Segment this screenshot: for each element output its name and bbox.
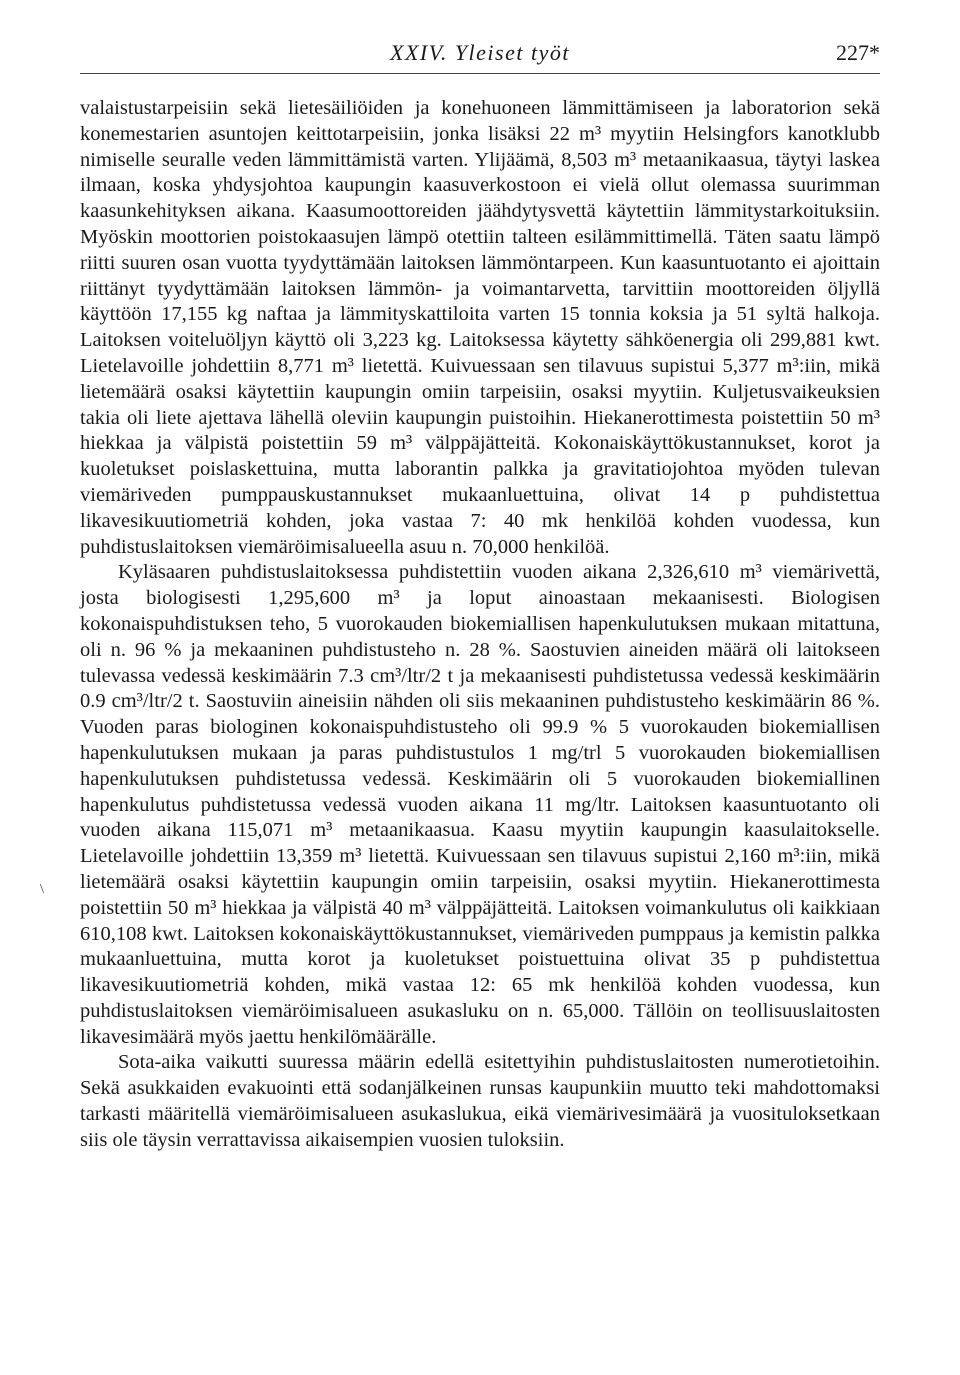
running-head bbox=[80, 40, 880, 72]
page-number: 227* bbox=[836, 40, 880, 65]
header-rule bbox=[80, 73, 880, 74]
margin-mark: \ bbox=[40, 882, 44, 897]
paragraph-3: Sota-aika vaikutti suuressa määrin edellä esitettyihin puhdistuslaitosten numerotietoihin. Sekä asukkaiden evakuointi että sodanjälkeinen runsas kaupunkiin muutto teki mahdottomaksi tarkasti määritellä viemäröimisalueen asukaslukua, eikä viemärivesimäärä ja vuosituloksetkaan siis ole täysin verrattavissa aikaisempien vuosien tuloksiin. bbox=[80, 1051, 880, 1151]
body-text bbox=[80, 96, 880, 1154]
running-title: XXIV. Yleiset työt bbox=[390, 40, 570, 65]
paragraph-1: valaistustarpeisiin sekä lietesäiliöiden ja konehuoneen lämmittämiseen ja laboratorion sekä konemestarien asuntojen keittotarpeisiin, jonka lisäksi 22 m³ myytiin Helsingfors kanotklubb nimiselle seuralle veden lämmittämistä varten. Ylijäämä, 8,503 m³ metaanikaasua, täytyi laskea ilmaan, koska yhdysjohtoa kaupungin kaasuverkostoon ei vielä ollut olemassa suurimman kaasunkehityksen aikana. Kaasumoottoreiden jäähdytysvettä käytettiin lämmitystarkoituksiin. Myöskin moottorien poistokaasujen lämpö otettiin talteen esilämmittimellä. Täten saatu lämpö riitti suuren osan vuotta tyydyttämään laitoksen lämmöntarpeen. Kun kaasuntuotanto ei ajoittain riittänyt tyydyttämään laitoksen lämmön- ja voimantarvetta, tarvittiin moottoreiden öljyllä käyttöön 17,155 kg naftaa ja lämmityskattiloita varten 15 tonnia koksia ja 51 syltä halkoja. Laitoksen voiteluöljyn käyttö oli 3,223 kg. Laitoksessa käytetty sähköenergia oli 299,881 kwt. Lietelavoille johdettiin 8,771 m³ lietettä. Kuivuessaan sen tilavuus supistui 5,377 m³:iin, mikä lietemäärä osaksi käytettiin kaupungin omiin tarpeisiin, osaksi myytiin. Kuljetusvaikeuksien takia oli liete ajettava lähellä oleviin kaupungin puistoihin. Hiekanerottimesta poistettiin 50 m³ hiekkaa ja välpistä poistettiin 59 m³ välppäjätteitä. Kokonaiskäyttökustannukset, korot ja kuoletukset poislaskettuina, mutta laborantin palkka ja gravitatiojohtoa myöden tulevan viemäriveden pumppauskustannukset mukaanluettuina, olivat 14 p puhdistettua likavesikuutiometriä kohden, joka vastaa 7: 40 mk henkilöä kohden vuodessa, kun puhdistuslaitoksen viemäröimisalueella asuu n. 70,000 henkilöä. bbox=[80, 97, 880, 558]
paragraph-2: Kyläsaaren puhdistuslaitoksessa puhdistettiin vuoden aikana 2,326,610 m³ viemärivettä, josta biologisesti 1,295,600 m³ ja loput ainoastaan mekaanisesti. Biologisen kokonaispuhdistuksen teho, 5 vuorokauden biokemiallisen hapenkulutuksen mukaan mitattuna, oli n. 96 % ja mekaaninen puhdistusteho n. 28 %. Saostuvien aineiden määrä oli laitokseen tulevassa vedessä keskimäärin 7.3 cm³/ltr/2 t ja mekaanisesti puhdistetussa vedessä keskimäärin 0.9 cm³/ltr/2 t. Saostuviin aineisiin nähden oli siis mekaaninen puhdistusteho keskimäärin 86 %. Vuoden paras biologinen kokonaispuhdistusteho oli 99.9 % 5 vuorokauden biokemiallisen hapenkulutuksen mukaan ja paras puhdistustulos 1 mg/trl 5 vuorokauden biokemiallisen hapenkulutuksen puhdistetussa vedessä. Keskimäärin oli 5 vuorokauden biokemiallinen hapenkulutus puhdistetussa vedessä vuoden aikana 11 mg/ltr. Laitoksen kaasuntuotanto oli vuoden aikana 115,071 m³ metaanikaasua. Kaasu myytiin kaupungin kaasulaitokselle. Lietelavoille johdettiin 13,359 m³ lietettä. Kuivuessaan sen tilavuus supistui 2,160 m³:iin, mikä lietemäärä osaksi käytettiin kaupungin omiin tarpeisiin, osaksi myytiin. Hiekanerottimesta poistettiin 50 m³ hiekkaa ja välpistä 40 m³ välppäjätteitä. Laitoksen voimankulutus oli kaikkiaan 610,108 kwt. Laitoksen kokonaiskäyttökustannukset, viemäriveden pumppaus ja kemistin palkka mukaanluettuina, mutta korot ja kuoletukset poistuettuina olivat 35 p puhdistettua likavesikuutiometriä kohden, mikä vastaa 12: 65 mk henkilöä kohden vuodessa, kun puhdistuslaitoksen viemäröimisalueen asukasluku on n. 65,000. Tällöin on teollisuuslaitosten likavesimäärä myös jaettu henkilömäärälle. bbox=[80, 561, 880, 1048]
